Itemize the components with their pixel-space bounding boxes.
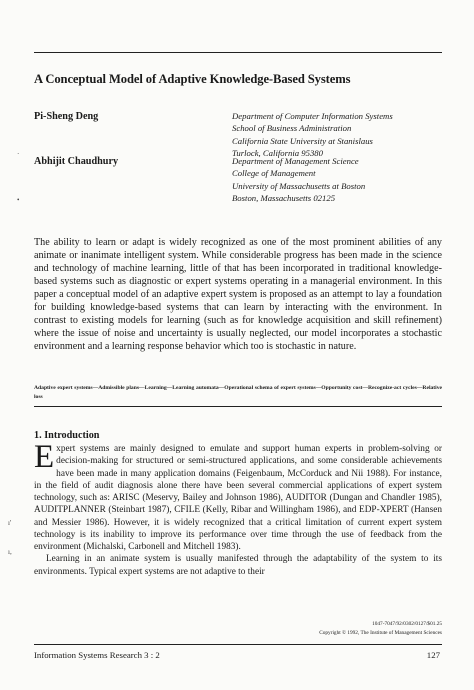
top-rule [34,52,442,53]
journal-name: Information Systems Research 3 : 2 [34,650,160,660]
intro-paragraph-1-text: xpert systems are mainly designed to emulate and support human experts in problem-solving or decision-making for structured or semi-structured applications, and some considerable achievements have been made in many application domains (Feigenbaum, McCorduck and Nii 1988). For instance, in the field of audit diagnosis alone there have been several commercial applications of expert system technology, such as: ARISC (Meservy, Bailey and Johnson 1986), AUDITOR (Dungan and Chandler 1985), AUDITPLANNER (Steinbart 1987), CFILE (Kelly, Ribar and Willingham 1986), and EDP-XPERT (Hansen and Messier 1986). However, it is widely recognized that a critical limitation of current expert system technology is its inability to improve its performance over time through the use of feedback from the environment (Michalski, Carbonell and Mitchell 1983). [34,444,442,552]
page-number: 127 [426,650,440,660]
affiliation-line: School of Business Administration [232,123,352,134]
drop-cap: E [34,439,55,475]
scan-speck: • [17,196,20,204]
keywords: Adaptive expert systems—Admissible plans—Learning—Learning automata—Operational schema of expert systems—Opportunity cost—Recognize-act cycles—Relative loss [34,385,442,400]
intro-paragraph-2: Learning in an animate system is usually manifested through the adaptability of the system to its environments. Typical expert systems are not adaptive to their [34,554,442,577]
affiliation-line: Turlock, California 95380 [232,148,323,159]
author-affiliation-1 [232,110,447,160]
footer-rule [34,644,442,645]
author-name-1: Pi-Sheng Deng [34,111,99,122]
affiliation-line: Department of Computer Information Systems [232,111,393,121]
affiliation-line: Boston, Massachusetts 02125 [232,193,336,204]
intro-paragraph-1 [34,439,442,553]
document-id: 1047-7047/92/0302/0127/$01.25 [372,621,442,627]
author-name-2: Abhijit Chaudhury [34,156,119,167]
scan-speck: · [17,150,20,158]
affiliation-line: College of Management [232,168,316,179]
section-heading: 1. Introduction [34,430,100,441]
scan-speck: ı' [8,519,12,527]
scan-speck: ı, [8,548,12,556]
affiliation-line: California State University at Stanislaus [232,135,373,146]
introduction-body [34,439,442,578]
paper-title: A Conceptual Model of Adaptive Knowledge-Based Systems [34,72,351,86]
abstract: The ability to learn or adapt is widely recognized as one of the most prominent abilities of any animate or inanimate intelligent system. While considerable progress has been made in the science and technology of machine learning, little of that has been incorporated in traditional knowledge-based systems such as diagnostic or expert systems operating in a managerial environment. In this paper a conceptual model of an adaptive expert system is proposed as an attempt to lay a foundation for building knowledge-based systems that can learn by interacting with the environment. In contrast to existing models for learning (such as for knowledge acquisition and skill refinement) where the issue of noise and uncertainty is usually neglected, our model incorporates a stochastic environment and a learning response behavior which too is stochastic in nature. [34,237,442,353]
abstract-rule [34,406,442,407]
affiliation-line: Department of Management Science [232,156,359,166]
copyright-notice: Copyright © 1992, The Institute of Management Sciences [319,630,442,636]
affiliation-line: University of Massachusetts at Boston [232,180,366,191]
author-affiliation-2 [232,155,447,205]
